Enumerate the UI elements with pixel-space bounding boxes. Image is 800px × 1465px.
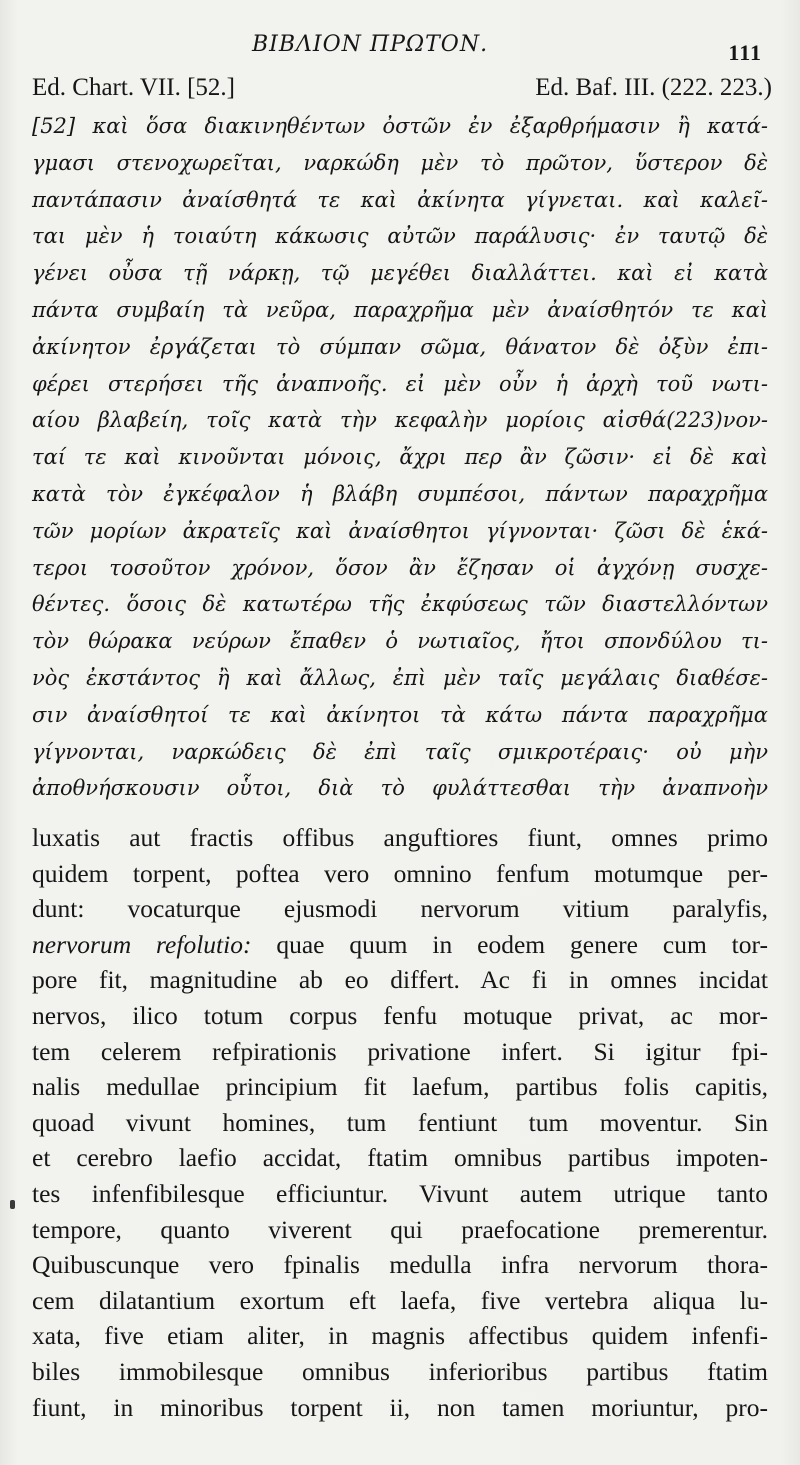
greek-text-line: γμασι στενοχωρεῖται, ναρκώδη μὲν τὸ πρῶτον, ὕστερον δὲ bbox=[32, 150, 768, 175]
latin-text-segment: quidem torpent, poftea vero omnino fenfum motumque per- bbox=[32, 858, 768, 888]
latin-text-line bbox=[32, 1140, 768, 1176]
latin-text-segment: quae quum in eodem genere cum tor- bbox=[251, 929, 768, 959]
latin-text-segment: tes infenfibilesque efficiuntur. Vivunt autem utrique tanto bbox=[32, 1178, 768, 1208]
latin-text-line bbox=[32, 1069, 768, 1105]
greek-text-line: φέρει στερήσει τῆς ἀναπνοῆς. εἰ μὲν οὖν ἡ ἀρχὴ τοῦ νωτι- bbox=[32, 371, 768, 396]
latin-text-segment: Quibuscunque vero fpinalis medulla infra nervorum thora- bbox=[32, 1250, 768, 1280]
latin-text-line bbox=[32, 820, 768, 856]
latin-text-line bbox=[32, 1212, 768, 1248]
latin-text-line bbox=[32, 1390, 768, 1426]
greek-text-line: [52] καὶ ὅσα διακινηθέντων ὀστῶν ἐν ἐξαρθρήμασιν ἢ κατά- bbox=[32, 114, 768, 138]
latin-text-line bbox=[32, 1283, 768, 1319]
latin-text-line bbox=[32, 1247, 768, 1283]
running-head bbox=[0, 30, 800, 64]
greek-text-line: ταί τε καὶ κινοῦνται μόνοις, ἄχρι περ ἂν ζῶσιν· εἰ δὲ καὶ bbox=[32, 445, 768, 470]
latin-text-segment: luxatis aut fractis offibus anguftiores fiunt, omnes primo bbox=[32, 823, 768, 852]
greek-text-line: ἀποθνήσκουσιν οὗτοι, διὰ τὸ φυλάττεσθαι τὴν ἀναπνοὴν bbox=[32, 776, 768, 801]
greek-text-line: γίγνονται, ναρκώδεις δὲ ἐπὶ ταῖς σμικροτέραις· οὐ μὴν bbox=[32, 739, 768, 764]
latin-text-segment: pore fit, magnitudine ab eo differt. Ac fi in omnes incidat bbox=[32, 965, 768, 995]
greek-text-line: παντάπασιν ἀναίσθητά τε καὶ ἀκίνητα γίγνεται. καὶ καλεῖ- bbox=[32, 187, 768, 212]
page-number: 111 bbox=[728, 40, 762, 65]
book-title: ΒΙΒΛΙΟΝ ΠΡΩΤΟΝ. bbox=[252, 32, 489, 57]
latin-text-line bbox=[32, 998, 768, 1034]
latin-text-line bbox=[32, 1105, 768, 1141]
latin-text-line bbox=[32, 1318, 768, 1354]
edition-reference-line bbox=[32, 74, 772, 108]
greek-text-line: θέντες. ὅσοις δὲ κατωτέρω τῆς ἐκφύσεως τῶν διαστελλόντων bbox=[32, 592, 768, 617]
greek-text-line: ἀκίνητον ἐργάζεται τὸ σύμπαν σῶμα, θάνατον δὲ ὀξὺν ἐπι- bbox=[32, 334, 768, 359]
greek-text-line: ται μὲν ἡ τοιαύτη κάκωσις αὐτῶν παράλυσις· ἐν ταυτῷ δὲ bbox=[32, 224, 768, 249]
latin-text-segment: et cerebro laefio accidat, ftatim omnibus partibus impoten- bbox=[32, 1143, 768, 1173]
greek-text-line: κατὰ τὸν ἐγκέφαλον ἡ βλάβη συμπέσοι, πάντων παραχρῆμα bbox=[32, 481, 768, 506]
latin-text-segment: dunt: vocaturque ejusmodi nervorum vitium paralyfis, bbox=[32, 894, 768, 924]
latin-text-line bbox=[32, 927, 768, 963]
latin-text-segment: biles immobilesque omnibus inferioribus partibus ftatim bbox=[32, 1356, 768, 1386]
latin-text-segment: tempore, quanto viverent qui praefocatione premerentur. bbox=[32, 1214, 768, 1244]
latin-text-segment: quoad vivunt homines, tum fentiunt tum moventur. Sin bbox=[32, 1107, 768, 1137]
greek-text-line: τῶν μορίων ἀκρατεῖς καὶ ἀναίσθητοι γίγνονται· ζῶσι δὲ ἑκά- bbox=[32, 518, 768, 543]
margin-speck bbox=[10, 1200, 15, 1209]
latin-text-line bbox=[32, 856, 768, 892]
greek-text-line: γένει οὖσα τῇ νάρκῃ, τῷ μεγέθει διαλλάττει. καὶ εἰ κατὰ bbox=[32, 261, 768, 286]
edition-left-reference: Ed. Chart. VII. [52.] bbox=[32, 74, 235, 101]
latin-text-segment: nalis medullae principium fit laefum, partibus folis capitis, bbox=[32, 1072, 768, 1102]
greek-text-line: σιν ἀναίσθητοί τε καὶ ἀκίνητοι τὰ κάτω πάντα παραχρῆμα bbox=[32, 702, 768, 727]
greek-text-line: τεροι τοσοῦτον χρόνον, ὅσον ἂν ἔζησαν οἱ ἀγχόνῃ συσχε- bbox=[32, 555, 768, 580]
latin-text-line bbox=[32, 1176, 768, 1212]
greek-text-line: τὸν θώρακα νεύρων ἔπαθεν ὁ νωτιαῖος, ἤτοι σπονδύλου τι- bbox=[32, 629, 768, 654]
latin-text-segment: nervos, ilico totum corpus fenfu motuque privat, ac mor- bbox=[32, 1000, 768, 1030]
latin-text-segment: fiunt, in minoribus torpent ii, non tamen moriuntur, pro- bbox=[32, 1392, 768, 1422]
greek-text-block bbox=[32, 108, 768, 807]
latin-text-line bbox=[32, 962, 768, 998]
latin-text-segment: tem celerem refpirationis privatione infert. Si igitur fpi- bbox=[32, 1036, 768, 1066]
latin-italic-term: nervorum refolutio: bbox=[32, 929, 252, 959]
latin-text-line bbox=[32, 1354, 768, 1390]
latin-text-line bbox=[32, 891, 768, 927]
latin-text-block bbox=[32, 820, 768, 1425]
latin-text-segment: cem dilatantium exortum eft laefa, five vertebra aliqua lu- bbox=[32, 1285, 768, 1315]
greek-text-line: πάντα συμβαίη τὰ νεῦρα, παραχρῆμα μὲν ἀναίσθητόν τε καὶ bbox=[32, 297, 768, 322]
greek-text-line: αίου βλαβείη, τοῖς κατὰ τὴν κεφαλὴν μορίοις αἰσθά(223)νον- bbox=[32, 408, 768, 433]
edition-right-reference: Ed. Baf. III. (222. 223.) bbox=[535, 74, 772, 101]
latin-text-line bbox=[32, 1034, 768, 1070]
greek-text-line: νὸς ἐκστάντος ἢ καὶ ἄλλως, ἐπὶ μὲν ταῖς μεγάλαις διαθέσε- bbox=[32, 665, 768, 690]
latin-text-segment: xata, five etiam aliter, in magnis affectibus quidem infenfi- bbox=[32, 1321, 768, 1351]
